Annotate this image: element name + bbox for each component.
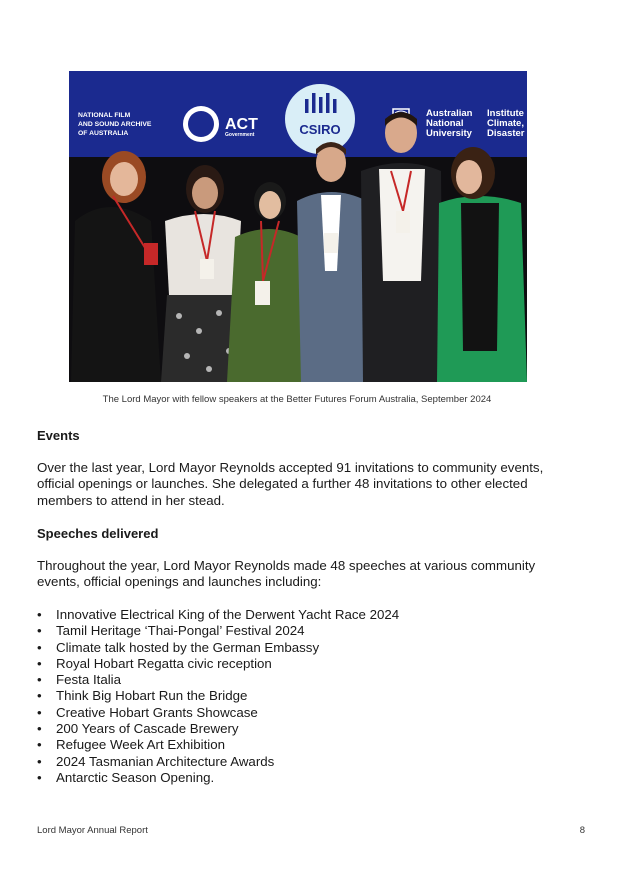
csiro-logo-icon [285,84,355,154]
speeches-list [37,607,399,786]
list-item: • Think Big Hobart Run the Bridge [37,688,399,704]
event-photo-illustration [69,71,527,382]
act-logo-subtext: Government [225,132,255,138]
list-item: • Creative Hobart Grants Showcase [37,705,399,721]
speeches-intro: Throughout the year, Lord Mayor Reynolds made 48 speeches at various community events, official openings and launches including: [37,558,536,590]
footer-page-number: 8 [579,825,585,836]
list-item: • Royal Hobart Regatta civic reception [37,656,399,672]
act-crest-inner [188,111,214,137]
act-logo-text: ACT [225,116,258,133]
institute-line-1: Institute [487,108,524,119]
photo-caption: The Lord Mayor with fellow speakers at the Better Futures Forum Australia, September 2024 [102,394,492,405]
list-item: • Innovative Electrical King of the Derwent Yacht Race 2024 [37,607,399,623]
footer-report-title: Lord Mayor Annual Report [37,825,148,836]
list-item: • Festa Italia [37,672,399,688]
anu-line-1: Australian [426,108,473,119]
speeches-heading: Speeches delivered [37,526,159,541]
anu-line-3: University [426,128,472,139]
list-item: • Antarctic Season Opening. [37,770,399,786]
list-item: • 200 Years of Cascade Brewery [37,721,399,737]
list-item: • Climate talk hosted by the German Embassy [37,640,399,656]
nfsa-line-2: AND SOUND ARCHIVE [78,121,152,128]
events-heading: Events [37,428,80,443]
event-photo [69,71,527,382]
csiro-logo-text: CSIRO [299,122,341,137]
institute-line-3: Disaster [487,128,525,139]
events-paragraph: Over the last year, Lord Mayor Reynolds accepted 91 invitations to community events, official openings or launches. She delegated a further 48 invitations to other elected members to attend in her stead. [37,460,544,508]
list-item: • Tamil Heritage ‘Thai-Pongal’ Festival 2024 [37,623,399,639]
list-item: • Refugee Week Art Exhibition [37,737,399,753]
nfsa-line-3: OF AUSTRALIA [78,130,129,137]
anu-line-2: National [426,118,464,129]
institute-line-2: Climate, [487,118,524,129]
list-item: • 2024 Tasmanian Architecture Awards [37,754,399,770]
nfsa-line-1: NATIONAL FILM [78,112,131,119]
